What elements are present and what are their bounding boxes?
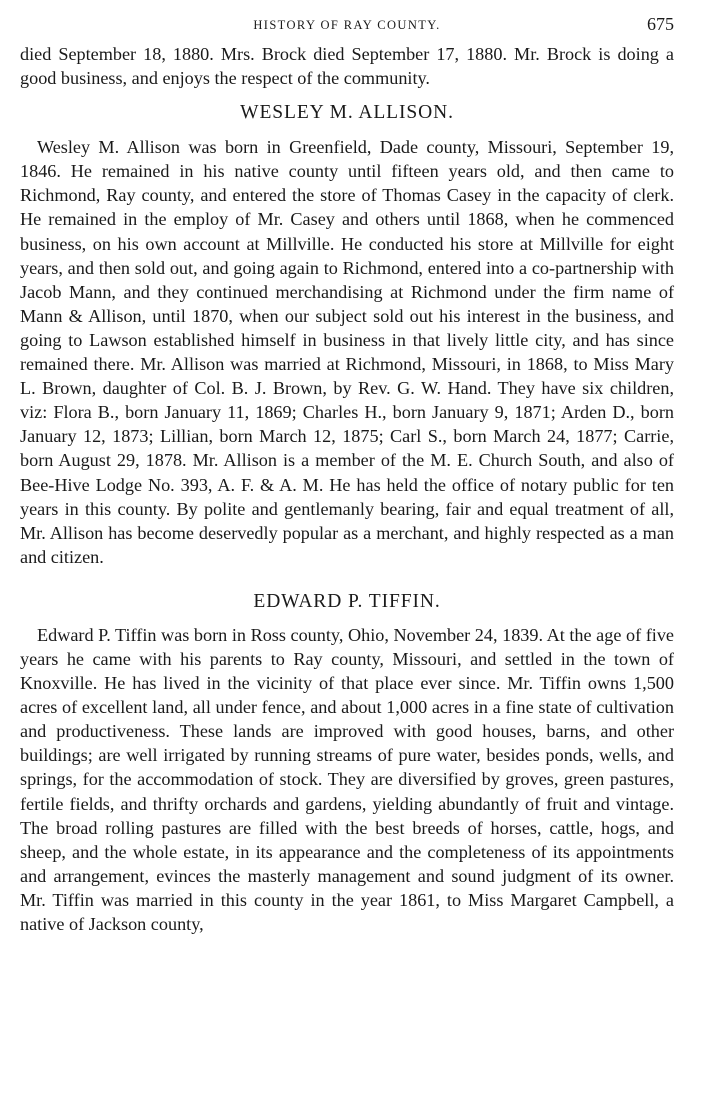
book-page bbox=[20, 12, 674, 936]
running-title: HISTORY OF RAY COUNTY. bbox=[253, 18, 441, 32]
section-body-tiffin: Edward P. Tiffin was born in Ross county, Ohio, November 24, 1839. At the age of five years he came with his parents to Ray county, Missouri, and settled in the town of Knoxville. He has lived in the vicinity of that place ever since. Mr. Tiffin owns 1,500 acres of excellent land, all under fence, and about 1,000 acres in a fine state of cultivation and productiveness. These lands are improved with good houses, barns, and other buildings; are well irrigated by running streams of pure water, besides ponds, wells, and springs, for the accommodation of stock. They are diversified by groves, green pastures, fertile fields, and thrifty orchards and gardens, yielding abundantly of fruit and vintage. The broad rolling pastures are filled with the best breeds of horses, cattle, hogs, and sheep, and the whole estate, in its appearance and the completeness of its appointments and arrangement, evinces the masterly management and sound judgment of its owner. Mr. Tiffin was married in this county in the year 1861, to Miss Margaret Campbell, a native of Jackson county, bbox=[20, 624, 674, 934]
section-heading-tiffin: EDWARD P. TIFFIN. bbox=[253, 590, 441, 612]
continuation-paragraph: died September 18, 1880. Mrs. Brock died September 17, 1880. Mr. Brock is doing a good business, and enjoys the respect of the community. bbox=[20, 44, 674, 89]
section-body-allison: Wesley M. Allison was born in Greenfield, Dade county, Missouri, September 19, 1846. He remained in his native county until fifteen years old, and then came to Richmond, Ray county, and entered the store of Thomas Casey in the capacity of clerk. He remained in the employ of Mr. Casey and others until 1868, when he commenced business, on his own account at Millville. He conducted his store at Millville for eight years, and then sold out, and going again to Richmond, entered into a co-partnership with Jacob Mann, and they continued merchandising at Richmond under the firm name of Mann & Allison, until 1870, when our subject sold out his interest in the business, and going to Lawson established himself in business in that lively little city, and has since remained there. Mr. Allison was married at Richmond, Missouri, in 1868, to Miss Mary L. Brown, daughter of Col. B. J. Brown, by Rev. G. W. Hand. They have six children, viz: Flora B., born January 11, 1869; Charles H., born January 9, 1871; Arden D., born January 12, 1873; Lillian, born March 12, 1875; Carl S., born March 24, 1877; Carrie, born August 29, 1878. Mr. Allison is a member of the M. E. Church South, and also of Bee-Hive Lodge No. 393, A. F. & A. M. He has held the office of notary public for ten years in this county. By polite and gentlemanly bearing, fair and equal treatment of all, Mr. Allison has become deservedly popular as a merchant, and highly respected as a man and citizen. bbox=[20, 137, 674, 567]
section-heading-allison: WESLEY M. ALLISON. bbox=[240, 102, 454, 124]
running-head bbox=[20, 12, 674, 42]
page-number: 675 bbox=[647, 14, 674, 34]
